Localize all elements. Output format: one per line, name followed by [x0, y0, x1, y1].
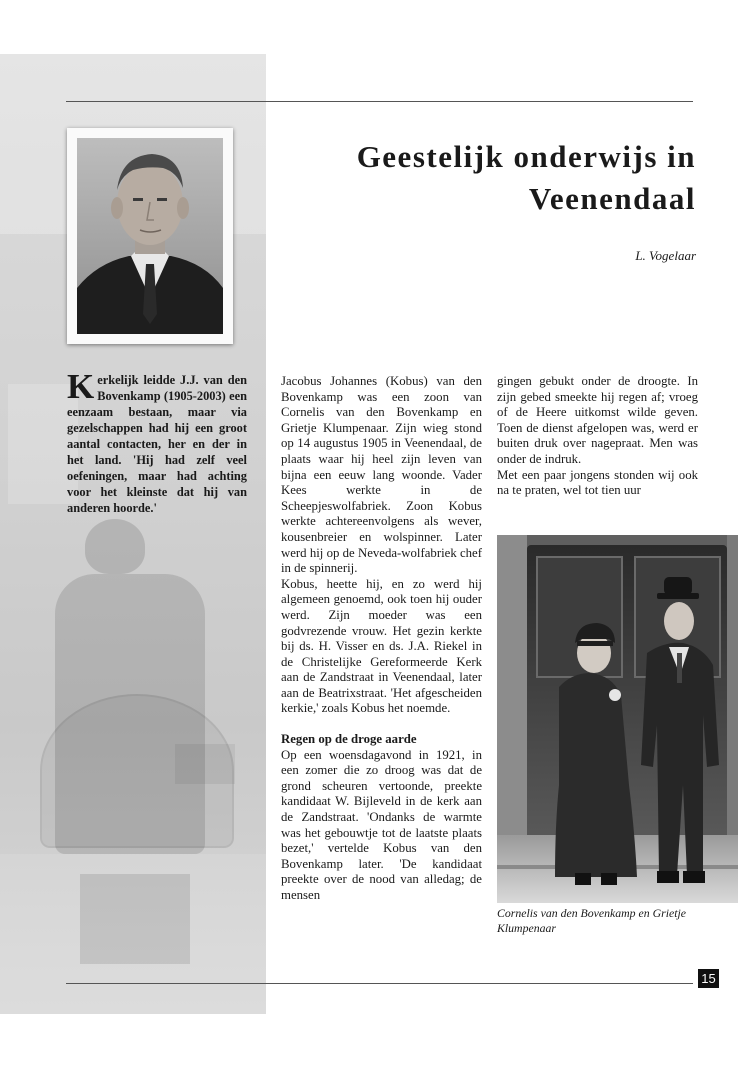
lead-text: erkelijk leidde J.J. van den Bovenkamp (1905-2003) een eenzaam bestaan, maar via gezelschappen had hij een groot aantal contacten, her en der in het land. 'Hij had zelf veel oefeningen, maar had achting voor het kleinste dat hij van anderen hoorde.': [67, 373, 247, 515]
paragraph: Met een paar jongens stonden wij ook na te praten, wel tot tien uur: [497, 467, 698, 498]
lead-paragraph: [67, 367, 247, 516]
couple-photo: [497, 535, 738, 903]
portrait-photo: [77, 138, 223, 334]
page-number: 15: [698, 969, 719, 988]
couple-photo-image: [497, 535, 738, 903]
paragraph: Kobus, heette hij, en zo werd hij algemeen genoemd, ook toen hij ouder werd. Zijn moeder was een godvrezende vrouw. Het gezin kerkte bij ds. H. Visser en ds. J.A. Riekel in de Christelijke Gereformeerde Kerk aan de Zandstraat in Veenendaal, later aan de Beatrixstraat. 'Het afgescheiden kerkie,' zoals Kobus het noemde.: [281, 576, 482, 716]
top-rule: [66, 101, 693, 102]
paragraph: Jacobus Johannes (Kobus) van den Bovenkamp was een zoon van Cornelis van den Bovenkamp en Grietje Klumpenaar. Zijn wieg stond op 14 augustus 1905 in Veenendaal, de plaats waar hij heel zijn leven van bijna een eeuw lang woonde. Vader Kees werkte in de Scheepjeswolfabriek. Zoon Kobus werkte achtereenvolgens als wever, kousenbreier en wolspinner. Later werd hij op de Neveda-wolfabriek chef in de spinnerij.: [281, 374, 482, 576]
background-table: [175, 744, 235, 784]
article-title: Geestelijk onderwijs in Veenendaal: [356, 139, 696, 216]
body-column-2: [497, 374, 698, 499]
photo-caption: Cornelis van den Bovenkamp en Grietje Klumpenaar: [497, 906, 687, 935]
author-name: L. Vogelaar: [635, 248, 696, 263]
paragraph: Op een woensdagavond in 1921, in een zomer die zo droog was dat de grond scheuren vertoonde, preekte kandidaat W. Bijleveld in de kerk aan de Zandstraat. 'Ondanks de warmte was het gebouwtje tot de laatste plaats bezet,' vertelde Kobus van den Bovenkamp later. 'De kandidaat preekte over de nood van alledag; de mensen: [281, 747, 482, 902]
body-column-1: [281, 374, 482, 904]
paragraph: gingen gebukt onder de droogte. In zijn gebed smeekte hij regen af; vroeg of de Heere uitkomst wilde geven. Toen de dienst afgelopen was, werd er buiten druk over nagepraat. Men was onder de indruk.: [497, 374, 698, 466]
portrait-photo-frame: [67, 128, 233, 344]
drop-cap: K: [67, 367, 95, 406]
bottom-rule: [66, 983, 693, 984]
background-floor: [0, 854, 266, 1014]
section-subheading: Regen op de droge aarde: [281, 732, 417, 747]
background-figure-head: [85, 519, 145, 574]
